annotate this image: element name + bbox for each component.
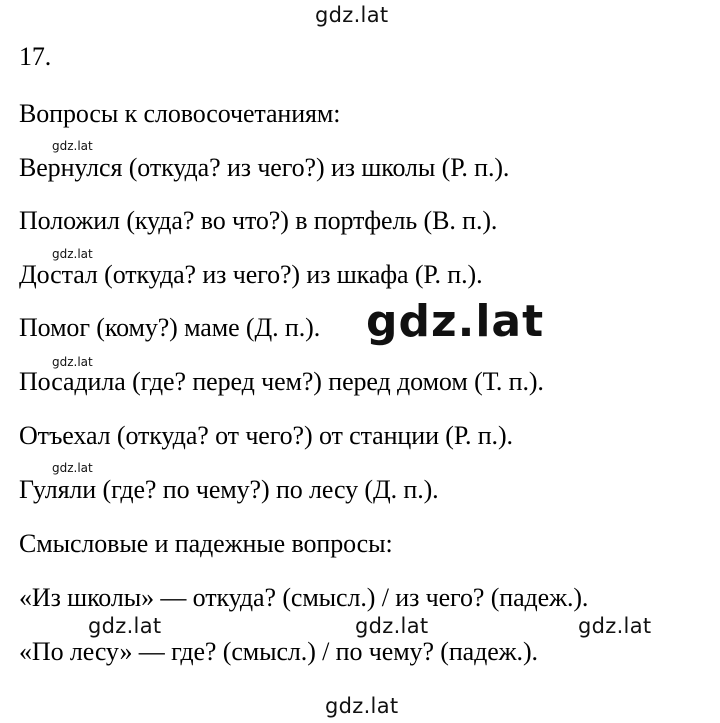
- watermark: gdz.lat: [315, 3, 389, 27]
- phrase-line: Отъехал (откуда? от чего?) от станции (Р. п.).: [19, 421, 513, 450]
- phrase-line: Гуляли (где? по чему?) по лесу (Д. п.).: [19, 475, 439, 504]
- watermark: gdz.lat: [355, 614, 429, 638]
- watermark: gdz.lat: [362, 296, 548, 347]
- phrase-line: Вернулся (откуда? из чего?) из школы (Р. п.).: [19, 153, 510, 182]
- meaning-line: «По лесу» — где? (смысл.) / по чему? (падеж.).: [19, 637, 538, 666]
- section-questions-title: Вопросы к словосочетаниям:: [19, 99, 341, 128]
- exercise-number: 17.: [19, 42, 52, 71]
- watermark: gdz.lat: [88, 614, 162, 638]
- watermark: gdz.lat: [52, 247, 93, 261]
- phrase-line: Посадила (где? перед чем?) перед домом (Т. п.).: [19, 367, 544, 396]
- watermark: gdz.lat: [52, 461, 93, 475]
- meaning-line: «Из школы» — откуда? (смысл.) / из чего? (падеж.).: [19, 583, 589, 612]
- watermark: gdz.lat: [325, 694, 399, 718]
- watermark: gdz.lat: [52, 139, 93, 153]
- watermark: gdz.lat: [52, 355, 93, 369]
- section-meaning-title: Смысловые и падежные вопросы:: [19, 529, 393, 558]
- phrase-line: Достал (откуда? из чего?) из шкафа (Р. п.).: [19, 260, 483, 289]
- watermark: gdz.lat: [578, 614, 652, 638]
- phrase-line: Положил (куда? во что?) в портфель (В. п.).: [19, 206, 498, 235]
- phrase-line: Помог (кому?) маме (Д. п.).: [19, 313, 321, 342]
